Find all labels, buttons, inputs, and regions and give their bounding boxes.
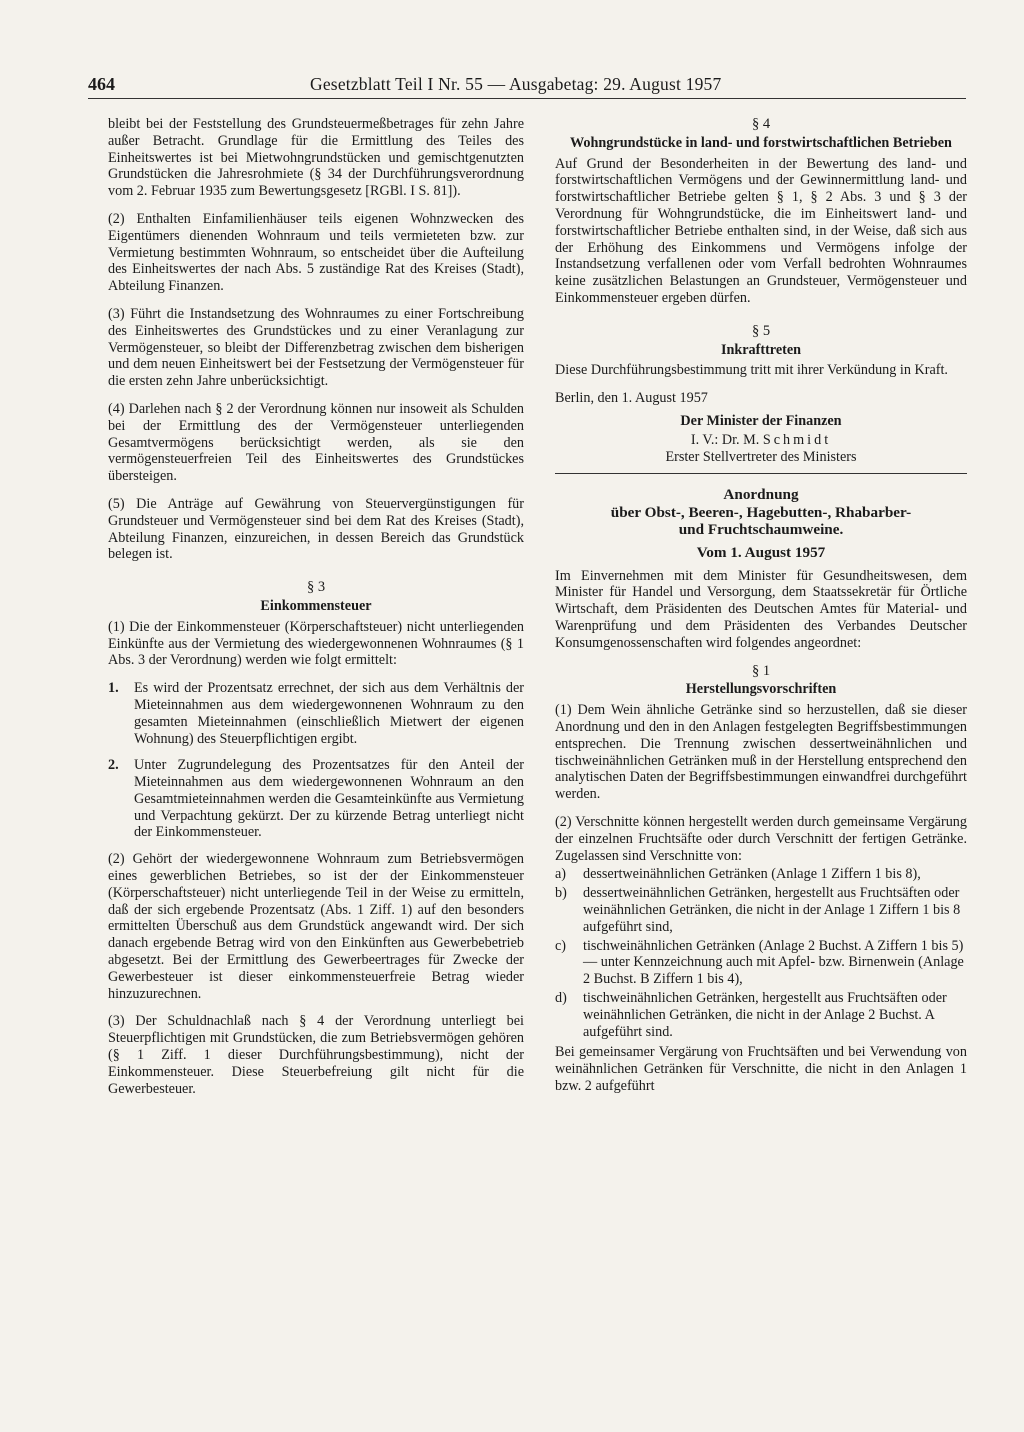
section-5-title: Inkrafttreten bbox=[720, 341, 802, 358]
list-item-text: tischweinähnlichen Getränken, hergestellt aus Fruchtsäften oder weinähnlichen Getränken, die nicht in der Anlage 2 Buchst. A aufgeführt sind. bbox=[583, 989, 947, 1040]
list-item bbox=[555, 866, 967, 883]
signature-role: Erster Stellvertreter des Ministers bbox=[665, 448, 857, 465]
ordinance-title bbox=[555, 486, 967, 539]
section-1-paragraph-1: (1) Dem Wein ähnliche Getränke sind so herzustellen, daß sie dieser Anordnung und den in den Anlagen festgelegten Begriffsbestimmungen entsprechen. Die Trennung zwischen dessertweinähnlichen und tischweinähnlichen Getränken muß in der Herstellung entsprechend den analytischen Daten der Begriffsbestimmungen einwandfrei durchgeführt werden. bbox=[555, 702, 967, 803]
right-column bbox=[555, 116, 967, 1106]
list-item-label: a) bbox=[555, 866, 567, 883]
section-5-paragraph: Diese Durchführungsbestimmung tritt mit ihrer Verkündung in Kraft. bbox=[555, 362, 948, 379]
list-item-label: b) bbox=[555, 885, 567, 902]
list-item-text: dessertweinähnlichen Getränken, hergestellt aus Fruchtsäften oder weinähnlichen Getränken, die nicht in der Anlage 1 Ziffern 1 bis 8 aufgeführt sind, bbox=[583, 885, 961, 935]
section-4-paragraph: Auf Grund der Besonderheiten in der Bewertung des land- und forstwirtschaftlichen Vermögens und der Gewinnermittlung land- und forstwirtschaftlicher Betriebe gelten § 1, § 2 Abs. 3 und § 3 der Verordnung für Wohngrundstücke, die im Einheitswert land- und forstwirtschaftlicher Betriebe enthalten sind, in der Weise, daß sich aus der Erhöhung des Einkommens und Vermögens infolge der Instandsetzung verfallenen oder vom Verfall bedrohten Wohnraumes keine zusätzlichen Belastungen an Grundsteuer, Vermögensteuer und Einkommensteuer ergeben dürfen. bbox=[555, 155, 967, 306]
section-4-number: § 4 bbox=[751, 116, 771, 132]
section-1-tail: Bei gemeinsamer Vergärung von Fruchtsäften und bei Verwendung von weinähnlichen Getränken für Verschnitte, die nicht in den Anlagen 1 bzw. 2 aufgeführt bbox=[555, 1044, 967, 1094]
page-header-title: Gesetzblatt Teil I Nr. 55 — Ausgabetag: 29. August 1957 bbox=[310, 74, 722, 94]
signature-name-line bbox=[555, 432, 967, 449]
section-3-title: Einkommensteuer bbox=[260, 597, 372, 614]
list-item-text: tischweinähnlichen Getränken (Anlage 2 Buchst. A Ziffern 1 bis 5) — unter Kennzeichnung auch mit Apfel- bzw. Birnenwein (Anlage 2 Buchst. B Ziffern 1 bis 4), bbox=[583, 937, 964, 988]
section-3-paragraph-2: (2) Gehört der wiedergewonnene Wohnraum zum Betriebsvermögen eines gewerblichen Betriebes, so ist der der Einkommensteuer (Körperschaftsteuer) nicht unterliegende Teil in der Weise zu ermitteln, daß der sich ergebende Prozentsatz (Abs. 1 Ziff. 1) auf den besonders ermittelten Überschuß aus dem Grundstück angewandt wird. Der sich danach ergebende Betrag wird von den Einkünften aus Gewerbebetrieb abgesetzt. Bei der Ermittlung des Gewerbeertrages für Zwecke der Gewerbesteuer ist dieser einkommensteuerfreie Betrag wieder hinzuzurechnen. bbox=[108, 851, 524, 1002]
item-1-text: Es wird der Prozentsatz errechnet, der sich aus dem Verhältnis der Mieteinnahmen aus dem wiedergewonnenen Wohnraum zu den gesamten Mieteinnahmen (einschließlich Mietwert der eigenen Wohnung) des Steuerpflichtigen ergibt. bbox=[134, 680, 524, 747]
list-item-text: dessertweinähnlichen Getränken (Anlage 1 Ziffern 1 bis 8), bbox=[583, 866, 921, 883]
ordinance-intro: Im Einvernehmen mit dem Minister für Gesundheitswesen, dem Minister für Handel und Versorgung, dem Staatssekretär für Örtliche Wirtschaft, dem Präsidenten des Deutschen Amtes für Material- und Warenprüfung und dem Präsidenten des Verbandes Deutscher Konsumgenossenschaften wird folgendes angeordnet: bbox=[555, 567, 967, 651]
paragraph-4: (4) Darlehen nach § 2 der Verordnung können nur insoweit als Schulden bei der Ermittlung des der Vermögensteuer unterliegenden Gesamtvermögens berücksichtigt werden, als sie den vermögensteuerfreien Teil des Einheitswertes des Grundstückes übersteigen. bbox=[108, 400, 524, 485]
numbered-item-2 bbox=[108, 757, 524, 841]
section-1-title: Herstellungsvorschriften bbox=[685, 681, 837, 698]
ordinance-title-line-3: und Fruchtschaumweine. bbox=[678, 521, 844, 539]
ordinance-title-line-2: über Obst-, Beeren-, Hagebutten-, Rhabarber- bbox=[610, 503, 912, 521]
list-item bbox=[555, 990, 967, 1040]
list-item-label: d) bbox=[555, 989, 567, 1006]
list-item-label: c) bbox=[555, 937, 567, 954]
item-2-text: Unter Zugrundelegung des Prozentsatzes für den Anteil der Mieteinnahmen aus dem wiedergewonnenen Wohnraum an den Gesamtmieteinnahmen werden die Gesamteinkünfte aus Vermietung und Verpachtung gekürzt. Der zu kürzende Betrag unterliegt nicht der Einkommensteuer. bbox=[134, 757, 524, 841]
paragraph-5: (5) Die Anträge auf Gewährung von Steuervergünstigungen für Grundsteuer und Vermögensteuer sind bei dem Rat des Kreises (Stadt), Abteilung Finanzen, einzureichen, in dessen Bereich das Grundstück belegen ist. bbox=[108, 495, 524, 563]
signature-place-date: Berlin, den 1. August 1957 bbox=[555, 390, 708, 407]
signature-prefix: I. V.: Dr. M. bbox=[690, 431, 760, 448]
paragraph-2: (2) Enthalten Einfamilienhäuser teils eigenen Wohnzwecken des Eigentümers dienenden Wohnraum und teils vermieteten bzw. zur Vermietung bestimmten Wohnraum, so entscheidet über die Aufteilung des Einheitswertes der nach Abs. 5 zuständige Rat des Kreises (Stadt), Abteilung Finanzen. bbox=[108, 210, 524, 295]
signature-minister-title: Der Minister der Finanzen bbox=[680, 412, 842, 429]
section-5-number: § 5 bbox=[751, 322, 771, 339]
item-1-number: 1. bbox=[108, 680, 119, 697]
page-header bbox=[88, 74, 966, 99]
variants-list bbox=[555, 866, 967, 1040]
numbered-item-1 bbox=[108, 680, 524, 747]
section-1-paragraph-2: (2) Verschnitte können hergestellt werden durch gemeinsame Vergärung der einzelnen Fruchtsäfte oder durch Verschnitt der fertigen Getränke. Zugelassen sind Verschnitte von: bbox=[555, 814, 967, 864]
list-item bbox=[555, 938, 967, 988]
ordinance-title-line-1: Anordnung bbox=[723, 486, 799, 504]
left-column bbox=[108, 116, 524, 1108]
section-4-title: Wohngrundstücke in land- und forstwirtschaftlichen Betrieben bbox=[570, 134, 952, 151]
section-1-number: § 1 bbox=[751, 662, 771, 679]
signature-name: Schmidt bbox=[762, 431, 832, 448]
section-3-number: § 3 bbox=[306, 579, 326, 596]
paragraph-3: (3) Führt die Instandsetzung des Wohnraumes zu einer Fortschreibung des Einheitswertes des Grundstückes und zu einer Veranlagung zur Vermögensteuer, so bleibt der Differenzbetrag zwischen dem bisherigen und dem neuen Einheitswert bei der Festsetzung der Vermögensteuer für die ersten zehn Jahre unberücksichtigt. bbox=[108, 305, 524, 390]
section-3-paragraph-3: (3) Der Schuldnachlaß nach § 4 der Verordnung unterliegt bei Steuerpflichtigen mit Grundstücken, die zum Betriebsvermögen gehören (§ 1 Ziff. 1 dieser Durchführungsbestimmung), nicht der Einkommensteuer. Diese Steuerbefreiung gilt nicht für die Gewerbesteuer. bbox=[108, 1013, 524, 1097]
page-number: 464 bbox=[88, 74, 115, 94]
list-item bbox=[555, 885, 967, 935]
paragraph-continuation: bleibt bei der Feststellung des Grundsteuermeßbetrages für zehn Jahre außer Betracht. Grundlage für die Ermittlung des Teiles des Einheitswertes ist bei Mietwohngrundstücken und gemischtgenutzten Grundstücken die Jahresrohmiete (§ 34 der Durchführungsverordnung vom 2. Februar 1935 zum Bewertungsgesetz [RGBl. I S. 81]). bbox=[108, 116, 524, 200]
section-3-paragraph-1: (1) Die der Einkommensteuer (Körperschaftsteuer) nicht unterliegenden Einkünfte aus der Vermietung des wiedergewonnenen Wohnraumes (§ 1 Abs. 3 der Verordnung) werden wie folgt ermittelt: bbox=[108, 618, 524, 669]
item-2-number: 2. bbox=[108, 757, 119, 774]
ordinance-date: Vom 1. August 1957 bbox=[696, 543, 826, 561]
section-divider bbox=[555, 473, 967, 474]
